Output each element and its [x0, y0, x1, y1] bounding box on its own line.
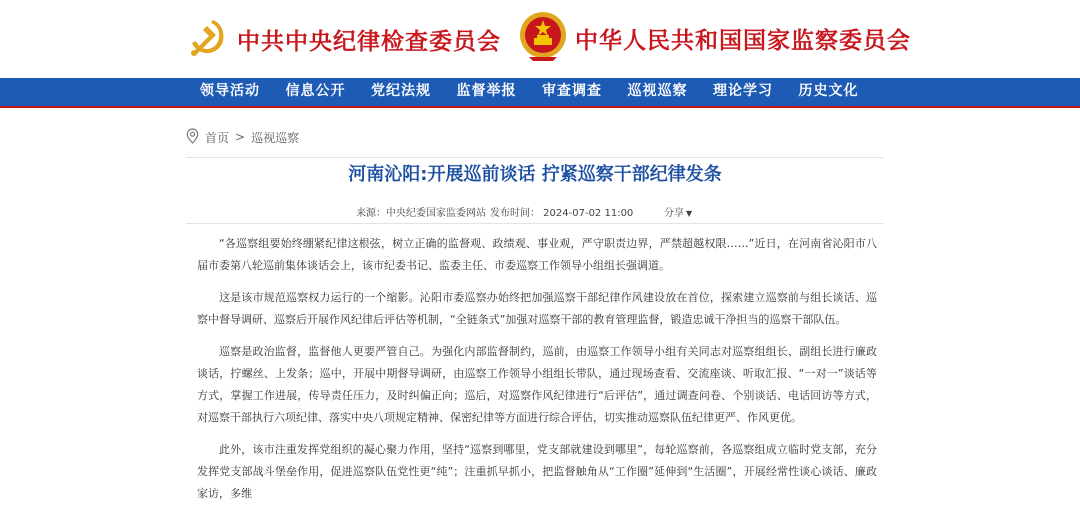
ccdi-logo-link[interactable] — [185, 14, 501, 64]
article-area — [0, 110, 1080, 500]
article-date: 发布时间： 2024-07-02 11:00 — [490, 208, 634, 219]
article-meta — [186, 202, 884, 222]
breadcrumb — [186, 127, 299, 147]
article-title: 河南沁阳:开展巡前谈话 拧紧巡察干部纪律发条 — [348, 164, 722, 185]
nav-item-leadership[interactable]: 领导活动 — [200, 83, 260, 99]
party-emblem-icon — [185, 14, 231, 64]
main-nav — [0, 78, 1080, 108]
article-paragraph: 这是该市规范巡察权力运行的一个缩影。沁阳市委巡察办始终把加强巡察干部纪律作风建设放在首位，探索建立巡察前与组长谈话、巡察中督导调研、巡察后开展作风纪律后评估等机制，“全链条式”加强对巡察干部的教育管理监督，锻造忠诚干净担当的巡察干部队伍。 — [197, 291, 877, 326]
nav-item-theory[interactable]: 理论学习 — [713, 83, 773, 99]
nav-item-history[interactable]: 历史文化 — [798, 83, 859, 99]
article-source: 来源：中央纪委国家监委网站 — [356, 208, 486, 219]
breadcrumb-home[interactable]: 首页 — [205, 130, 230, 145]
nav-item-regulations[interactable]: 党纪法规 — [371, 83, 431, 99]
share-label: 分享 — [664, 208, 684, 219]
nav-item-report[interactable]: 监督举报 — [456, 83, 517, 99]
nav-item-inspection[interactable]: 巡视巡察 — [627, 83, 688, 99]
article-paragraph: 此外，该市注重发挥党组织的凝心聚力作用，坚持“巡察到哪里，党支部就建设到哪里”，每轮巡察前，各巡察组成立临时党支部，充分发挥党支部战斗堡垒作用，促进巡察队伍党性更“纯”；注重抓早抓小，把监督触角从“工作圈”延伸到“生活圈”，开展经常性谈心谈话、廉政家访，多维 — [197, 443, 877, 500]
nav-item-investigation[interactable]: 审查调查 — [542, 83, 602, 99]
breadcrumb-current[interactable]: 巡视巡察 — [251, 130, 300, 145]
article-paragraph: “各巡察组要始终绷紧纪律这根弦，树立正确的监督观、政绩观、事业观，严守职责边界，严禁超越权限……”近日，在河南省沁阳市八届市委第八轮巡前集体谈话会上，该市纪委书记、监委主任、市委巡察工作领导小组组长强调道。 — [197, 237, 877, 272]
breadcrumb-separator: > — [235, 130, 246, 144]
org-name-ccdi: 中共中央纪律检查委员会 — [237, 27, 501, 55]
divider — [186, 157, 884, 158]
nav-item-disclosure[interactable]: 信息公开 — [285, 83, 346, 99]
article-body — [197, 233, 877, 515]
location-pin-icon — [186, 128, 199, 147]
article-paragraph: 巡察是政治监督，监督他人更要严管自己。为强化内部监督制约，巡前，由巡察工作领导小组有关同志对巡察组组长、副组长进行廉政谈话，拧螺丝、上发条；巡中，开展中期督导调研，由巡察工作领导小组组长带队，通过现场查看、交流座谈、听取汇报、“一对一”谈话等方式，掌握工作进展，传导责任压力，及时纠偏正向；巡后，对巡察作风纪律进行“后评估”，通过调查问卷、个别谈话、电话回访等方式，对巡察干部执行六项纪律、落实中央八项规定精神、保密纪律等方面进行综合评估，切实推动巡察队伍纪律更严、作风更优。 — [197, 345, 877, 424]
nsc-logo-link[interactable] — [517, 10, 911, 66]
divider — [186, 223, 884, 224]
org-name-nsc: 中华人民共和国国家监察委员会 — [575, 26, 911, 54]
share-button[interactable] — [664, 204, 692, 219]
national-emblem-icon — [517, 9, 569, 67]
site-header — [0, 0, 1080, 78]
chevron-down-icon: ▼ — [686, 209, 693, 218]
